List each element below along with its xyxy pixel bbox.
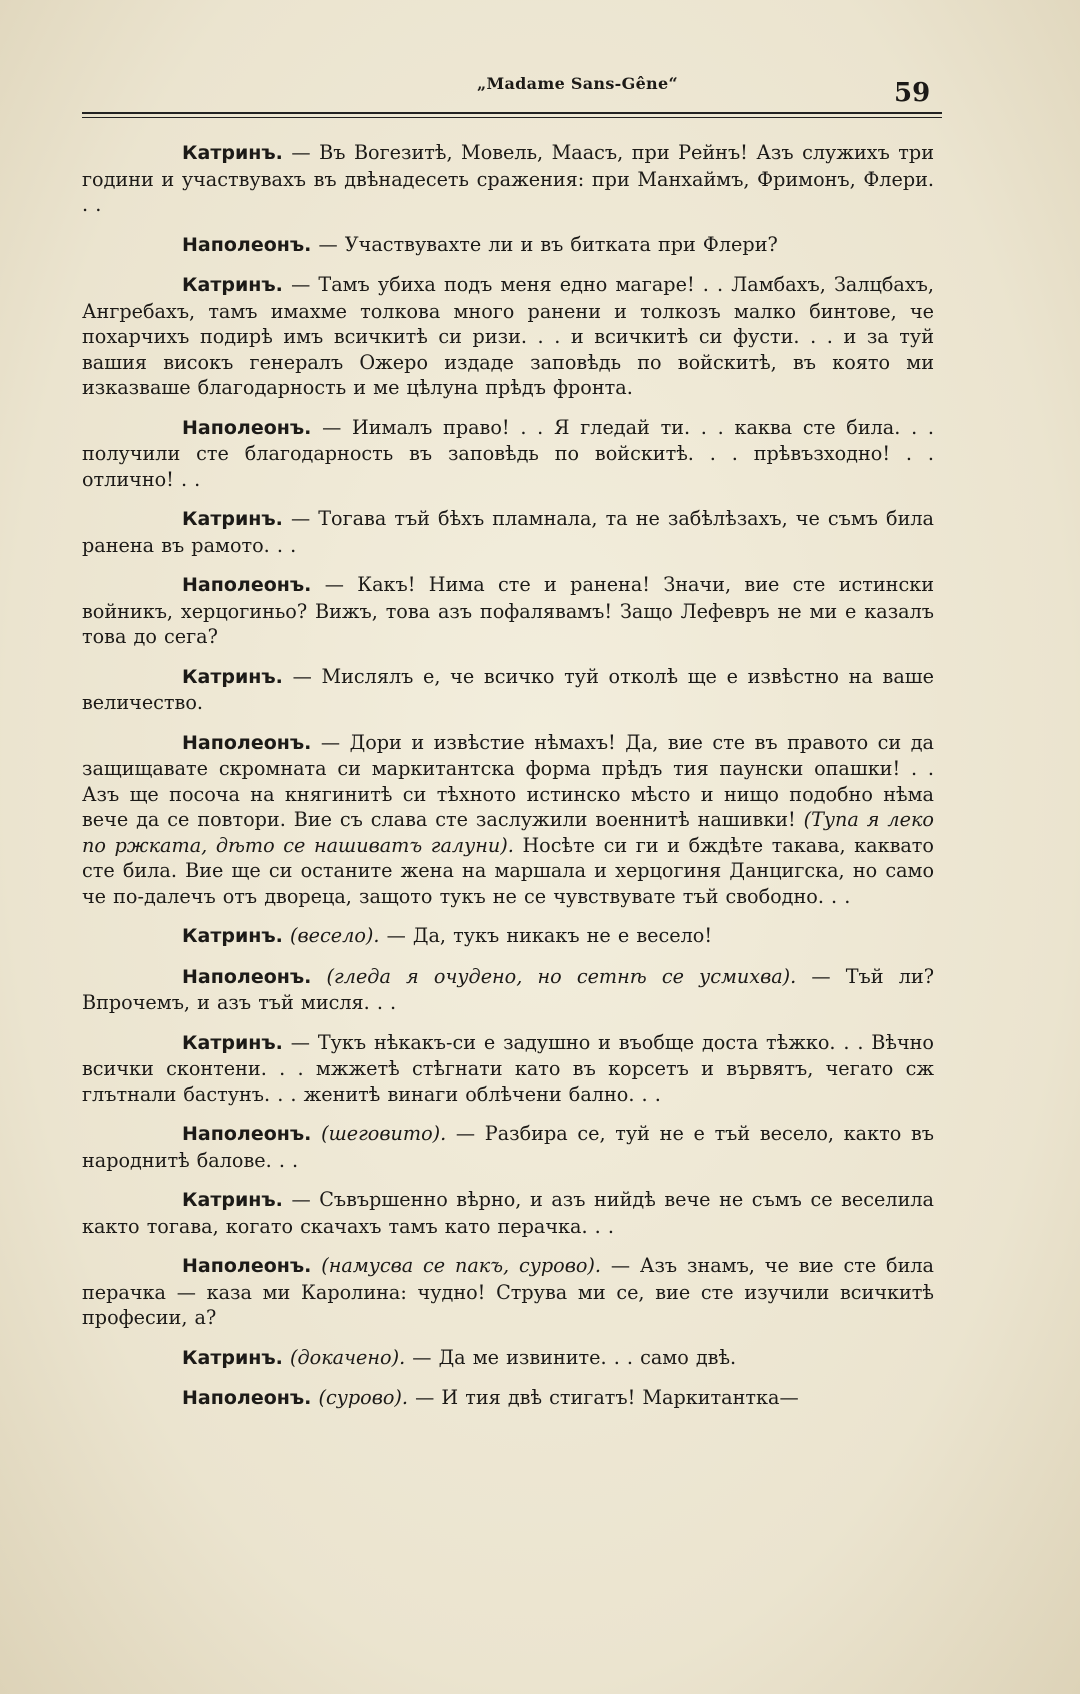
speaker-name: Катринъ. [182, 665, 283, 688]
speech-10 [82, 964, 934, 1016]
speech-6 [82, 572, 934, 650]
stage-direction: (Тупа я леко по ржката, дѣто се нашиватъ галуни). [82, 808, 934, 857]
header-rule [82, 112, 942, 118]
speaker-name: Катринъ. [182, 508, 283, 530]
speech-13 [82, 1187, 934, 1239]
speech-8 [82, 730, 934, 910]
speaker-name: Наполеонъ. [182, 1255, 312, 1277]
speech-text: — Въ Вогезитѣ, Мовель, Маасъ, при Рейнъ! Азъ служихъ три години и участвувахъ въ двѣнадесеть сражения: при Манхаймъ, Фримонъ, Флери. . . [82, 141, 934, 216]
speech-15 [82, 1345, 934, 1372]
speech-text: — Тъй ли? Впрочемъ, и азъ тъй мисля. . . [82, 964, 934, 1014]
speaker-name: Наполеонъ. [182, 233, 312, 256]
dialogue-body [82, 140, 934, 1426]
speech-7 [82, 664, 934, 716]
speaker-name: Катринъ. [182, 1346, 283, 1369]
speaker-name: Наполеонъ. [182, 416, 312, 439]
speech-1 [82, 140, 934, 218]
speech-text: — Иималъ право! . . Я гледай ти. . . каква сте била. . . получили сте благодарность въ заповѣдь по войскитѣ. . . прѣвъзходно! . . отлично! . . [82, 415, 934, 491]
speech-text: — Тукъ нѣкакъ-си е задушно и въобще доста тѣжко. . . Вѣчно всички сконтени. . . мжжетѣ стѣгнати като въ корсетъ и вървятъ, чегато сж глътнали бастунъ. . . женитѣ винаги облѣчени бално. . . [82, 1030, 934, 1106]
speech-text: — Мислялъ е, че всичко туй отколѣ ще е извѣстно на ваше величество. [82, 664, 934, 714]
speaker-name: Наполеонъ. [182, 574, 312, 596]
speech-12 [82, 1121, 934, 1173]
speech-2 [82, 232, 934, 259]
running-title: „Madame Sans-Gêne“ [477, 74, 678, 93]
speech-text: — Азъ знамъ, че вие сте била перачка — каза ми Каролина: чудно! Струва ми се, вие сте изучили всичкитѣ професии, а? [82, 1254, 934, 1329]
speaker-name: Катринъ. [182, 142, 283, 164]
speech-text: — Участвувахте ли и въ битката при Флери? [318, 232, 778, 256]
page-header [82, 0, 940, 110]
speaker-name: Наполеонъ. [182, 731, 312, 754]
speaker-name: Наполеонъ. [182, 1123, 312, 1145]
speaker-name: Наполеонъ. [182, 1387, 312, 1409]
speaker-name: Катринъ. [182, 274, 283, 296]
stage-direction: (намусва се пакъ, сурово). [321, 1254, 602, 1277]
speech-text: — Какъ! Нима сте и ранена! Значи, вие сте истински войникъ, херцогиньо? Вижъ, това азъ пофалявамъ! Защо Лефевръ не ми е казалъ това до сега? [82, 573, 934, 648]
speech-3 [82, 272, 934, 401]
speaker-name: Наполеонъ. [182, 965, 312, 988]
speech-16 [82, 1385, 934, 1412]
speech-4 [82, 415, 934, 493]
speech-9 [82, 923, 934, 950]
speaker-name: Катринъ. [182, 1031, 283, 1054]
speaker-name: Катринъ. [182, 1189, 283, 1211]
speech-5 [82, 506, 934, 558]
speech-text: — Да ме извините. . . само двѣ. [412, 1345, 737, 1369]
speech-14 [82, 1253, 934, 1331]
speaker-name: Катринъ. [182, 925, 283, 947]
speech-text: — Разбира се, туй не е тъй весело, както въ народнитѣ балове. . . [82, 1122, 934, 1172]
stage-direction: (докачено). [290, 1345, 406, 1369]
speech-text-continued: Носѣте си ги и бждѣте такава, каквато сте била. Вие ще си останите жена на маршала и херцогиня Данцигска, но само че по-далечъ отъ двореца, защото тукъ не се чувствувате тъй свободно. . . [82, 833, 934, 908]
page-number: 59 [894, 78, 931, 108]
stage-direction: (шеговито). [321, 1122, 447, 1145]
speech-text: — И тия двѣ стигатъ! Маркитантка— [415, 1386, 799, 1409]
stage-direction: (гледа я очудено, но сетнѣ се усмихва). [326, 964, 797, 988]
speech-text: — Дори и извѣстие нѣмахъ! Да, вие сте въ правото си да защищавате скромната си маркитантска форма прѣдъ тия паунски опашки! . . Азъ ще посоча на княгинитѣ си тѣхното истинско мѣсто и нищо подобно нѣма вече да се повтори. Вие съ слава сте заслужили военнитѣ нашивки! [82, 730, 934, 831]
speech-text: — Тамъ убиха подъ меня едно магаре! . . Ламбахъ, Залцбахъ, Ангребахъ, тамъ имахме толкова много ранени и толкозъ малко бинтове, че похарчихъ подирѣ имъ всичкитѣ си ризи. . . и всичкитѣ си фусти. . . и за туй вашия високъ генералъ Ожеро издаде заповѣдь по войскитѣ, въ която ми изказваше благодарность и ме цѣлуна прѣдъ фронта. [82, 273, 934, 399]
speech-11 [82, 1030, 934, 1108]
speech-text: — Да, тукъ никакъ не е весело! [386, 924, 713, 947]
stage-direction: (сурово). [318, 1386, 409, 1409]
speech-text: — Тогава тъй бѣхъ пламнала, та не забѣлѣзахъ, че съмъ била ранена въ рамото. . . [82, 507, 934, 557]
stage-direction: (весело). [290, 924, 380, 947]
speech-text: — Съвършенно вѣрно, и азъ нийдѣ вече не съмъ се веселила както тогава, когато скачахъ тамъ като перачка. . . [82, 1188, 934, 1238]
